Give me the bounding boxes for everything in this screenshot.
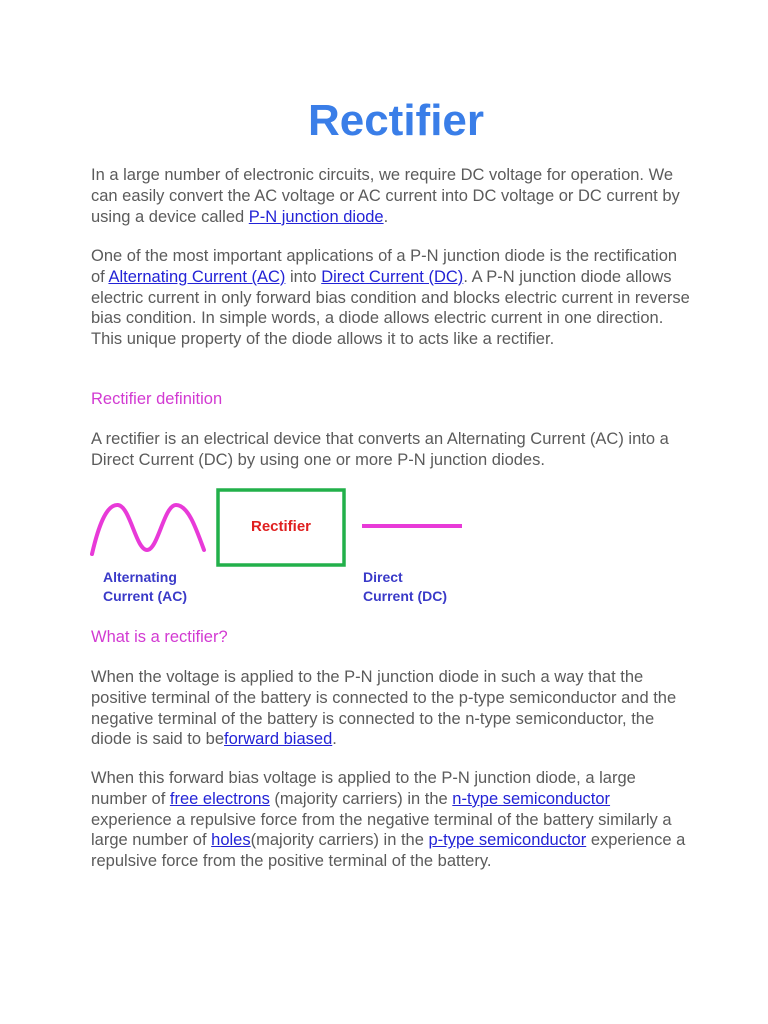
link-p-type-semiconductor[interactable]: p-type semiconductor <box>428 831 587 850</box>
link-free-electrons[interactable]: free electrons <box>169 789 270 808</box>
link-direct-current[interactable]: Direct Current (DC) <box>321 267 464 286</box>
what-is-rectifier-heading: What is a rectifier? <box>91 628 228 646</box>
ac-caption <box>103 568 187 606</box>
link-forward-biased[interactable]: forward biased <box>224 730 333 749</box>
what-is-paragraph-1 <box>91 667 691 750</box>
dc-caption-line-2: Current (DC) <box>363 588 447 604</box>
what-is-p2-text-1: When this forward bias voltage is applied to the P-N junction diode, a large number of <box>91 769 636 808</box>
link-alternating-current[interactable]: Alternating Current (AC) <box>108 267 286 286</box>
ac-caption-line-1: Alternating <box>103 569 177 585</box>
intro-paragraph-2 <box>91 246 691 350</box>
rectifier-diagram <box>88 488 468 608</box>
what-is-p2-text-5: experience a repulsive force from the positive terminal of the battery. <box>91 831 686 871</box>
dc-caption-line-1: Direct <box>363 569 403 585</box>
what-is-paragraph-2 <box>91 768 691 872</box>
rectifier-box-label: Rectifier <box>250 518 312 535</box>
link-pn-junction-diode[interactable]: P-N junction diode <box>248 207 384 226</box>
what-is-p2-text-3: experience a repulsive force from the negative terminal of the battery similarly a large number of <box>91 810 672 850</box>
what-is-p1-text-1: When the voltage is applied to the P-N junction diode in such a way that the positive terminal of the battery is connected to the p-type semiconductor and the negative terminal of the battery is connected to the n-type semiconductor, the diode is said to be <box>91 668 677 749</box>
definition-paragraph: A rectifier is an electrical device that converts an Alternating Current (AC) into a Direct Current (DC) by using one or more P-N junction diodes. <box>91 430 669 469</box>
what-is-p2-text-2: (majority carriers) in the <box>269 789 453 808</box>
what-is-p2-text-4: (majority carriers) in the <box>250 831 429 850</box>
intro-p2-text-3: . A P-N junction diode allows electric current in only forward bias condition and blocks electric current in reverse bias condition. In simple words, a diode allows electric current in one direction. This unique property of the diode allows it to acts like a rectifier. <box>91 267 690 349</box>
intro-p2-text-1: One of the most important applications of a P-N junction diode is the rectification of <box>91 247 678 286</box>
link-holes[interactable]: holes <box>211 831 251 850</box>
intro-p1-text-1: In a large number of electronic circuits, we require DC voltage for operation. We can easily convert the AC voltage or AC current into DC voltage or DC current by using a device called <box>91 166 680 226</box>
link-n-type-semiconductor[interactable]: n-type semiconductor <box>452 789 611 808</box>
intro-p2-text-2: into <box>285 267 322 286</box>
what-is-p1-text-2: . <box>332 730 337 749</box>
rectifier-definition-heading: Rectifier definition <box>91 390 223 408</box>
page-title: Rectifier <box>307 96 485 145</box>
intro-paragraph-1 <box>91 165 691 227</box>
dc-caption <box>363 568 447 606</box>
intro-p1-text-2: . <box>383 207 389 226</box>
ac-waveform <box>92 505 204 554</box>
ac-caption-line-2: Current (AC) <box>103 588 187 604</box>
